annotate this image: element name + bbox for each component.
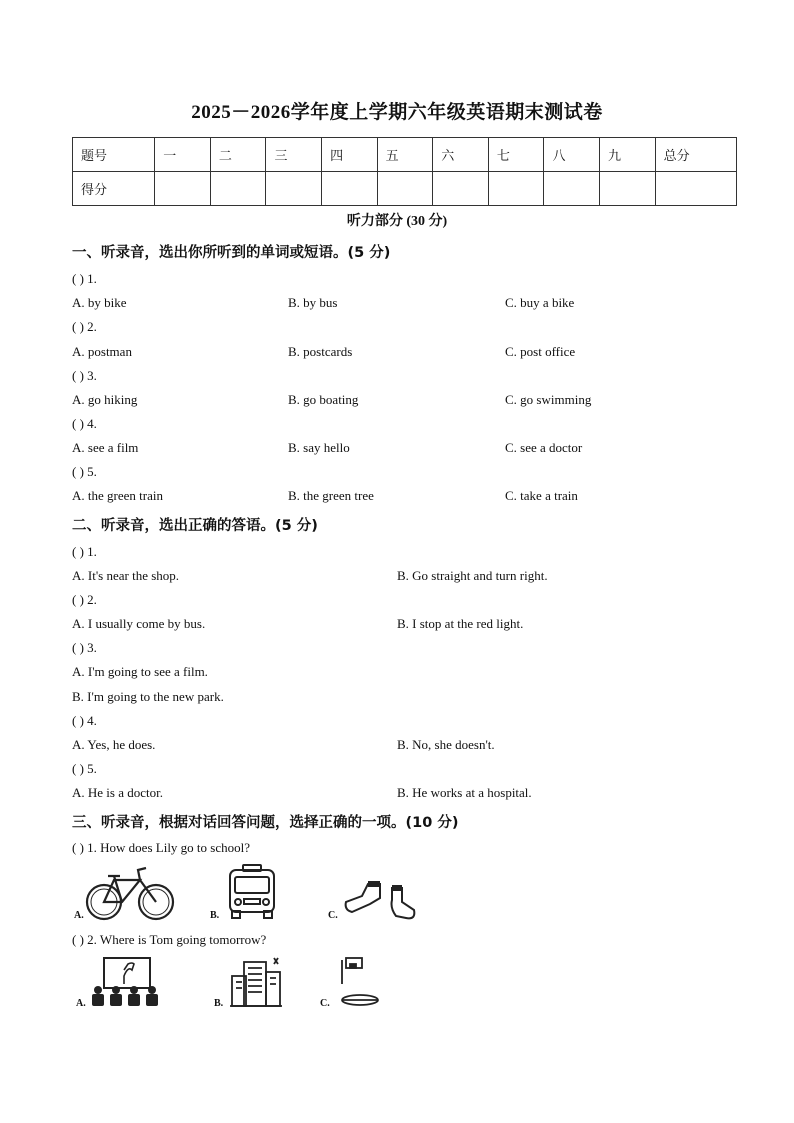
option-b: B. say hello [288,440,350,455]
option-c: C. go swimming [505,392,592,407]
score-cell-header: 八 [544,138,600,172]
walking-feet-picture [340,878,418,922]
question-number: ( ) 2. [72,592,97,607]
picture-label-b: B. [214,998,224,1009]
option-c: C. post office [505,344,576,359]
section-2-heading: 二、听录音，选出正确的答语。(5 分) [72,518,318,534]
score-table [72,137,737,206]
question-number: ( ) 3. [72,640,97,655]
option-a: A. I usually come by bus. [72,616,206,631]
score-cell-blank [210,172,266,206]
option-b: B. Go straight and turn right. [397,568,548,583]
playground-picture [334,956,382,1008]
score-cell-header: 题号 [73,138,155,172]
picture-label-a: A. [74,910,84,921]
option-c: C. see a doctor [505,440,583,455]
option-a: A. He is a doctor. [72,785,163,800]
option-b: B. postcards [288,344,353,359]
building-picture [228,956,284,1008]
cinema-picture [88,956,166,1008]
picture-label-b: B. [210,910,220,921]
option-c: C. take a train [505,488,578,503]
option-b: B. I stop at the red light. [397,616,524,631]
picture-label-c: C. [328,910,338,921]
option-b: B. No, she doesn't. [397,737,495,752]
page-title: 2025－2026学年度上学期六年级英语期末测试卷 [191,102,603,123]
question-2-text: ( ) 2. Where is Tom going tomorrow? [72,932,267,947]
question-number: ( ) 1. [72,271,97,286]
option-a: A. see a film [72,440,139,455]
score-cell-header: 二 [210,138,266,172]
option-a: A. by bike [72,295,127,310]
score-cell-header: 总分 [655,138,736,172]
score-cell-blank [655,172,736,206]
question-number: ( ) 4. [72,416,97,431]
score-cell-blank [433,172,489,206]
score-cell-header: 七 [488,138,544,172]
picture-label-a: A. [76,998,86,1009]
option-a: A. I'm going to see a film. [72,664,208,679]
question-number: ( ) 5. [72,761,97,776]
score-cell-blank [322,172,378,206]
score-cell-blank [544,172,600,206]
bus-picture [226,864,278,920]
score-cell-header: 九 [600,138,656,172]
question-number: ( ) 2. [72,319,97,334]
option-b: B. He works at a hospital. [397,785,532,800]
score-cell-blank [377,172,433,206]
score-cell-header: 四 [322,138,378,172]
score-cell-blank [155,172,211,206]
picture-label-c: C. [320,998,330,1009]
section-3-heading: 三、听录音，根据对话回答问题，选择正确的一项。(10 分) [72,815,459,831]
option-b: B. the green tree [288,488,374,503]
option-b: B. I'm going to the new park. [72,689,224,704]
option-b: B. go boating [288,392,359,407]
option-a: A. go hiking [72,392,138,407]
question-number: ( ) 3. [72,368,97,383]
score-cell-blank [488,172,544,206]
option-a: A. postman [72,344,132,359]
score-cell-blank [600,172,656,206]
question-number: ( ) 1. [72,544,97,559]
option-a: A. Yes, he does. [72,737,156,752]
question-1-text: ( ) 1. How does Lily go to school? [72,840,251,855]
option-a: A. It's near the shop. [72,568,180,583]
listening-part-title: 听力部分 (30 分) [346,214,448,229]
section-1-heading: 一、听录音，选出你所听到的单词或短语。(5 分) [72,245,391,261]
option-a: A. the green train [72,488,163,503]
score-table-header-row [73,138,737,172]
bicycle-picture [84,864,176,922]
option-b: B. by bus [288,295,338,310]
score-cell-header: 五 [377,138,433,172]
score-cell-blank [266,172,322,206]
score-table-score-row [73,172,737,206]
score-cell-header: 三 [266,138,322,172]
question-number: ( ) 4. [72,713,97,728]
score-cell-header: 六 [433,138,489,172]
option-c: C. buy a bike [505,295,575,310]
question-number: ( ) 5. [72,464,97,479]
score-cell-label: 得分 [73,172,155,206]
score-cell-header: 一 [155,138,211,172]
